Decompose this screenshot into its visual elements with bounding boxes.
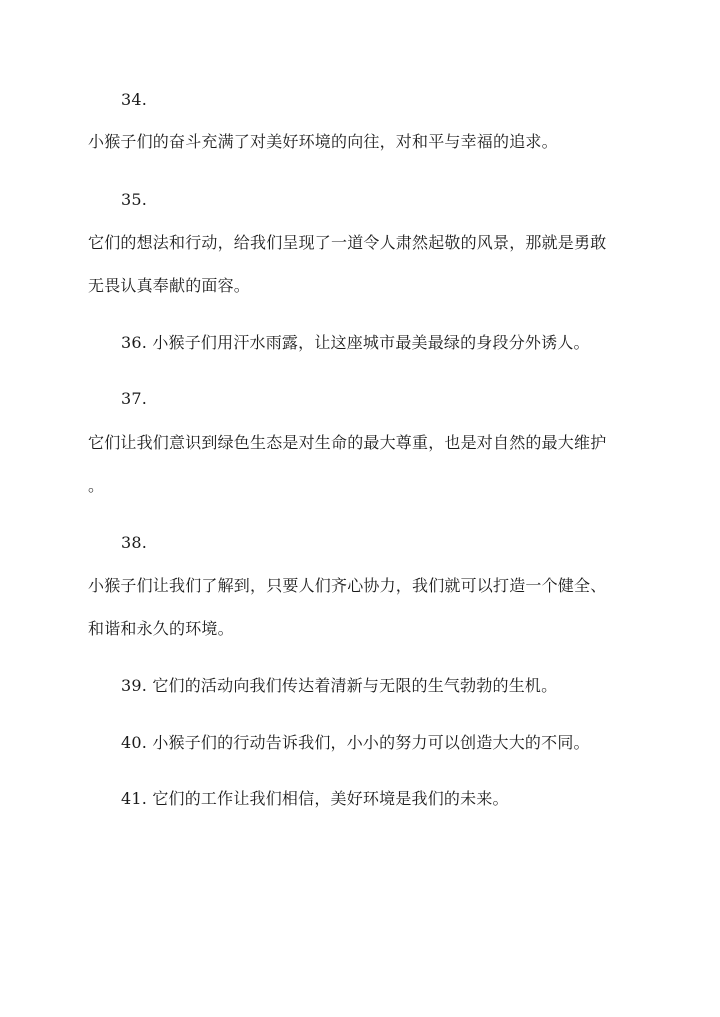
item-41: 41. 它们的工作让我们相信，美好环境是我们的未来。 [121,789,509,808]
item-number-37: 37. [121,389,148,408]
paragraph-line: 它们的想法和行动，给我们呈现了一道令人肃然起敬的风景，那就是勇敢 [88,233,607,252]
paragraph-line: 小猴子们的奋斗充满了对美好环境的向往，对和平与幸福的追求。 [88,132,558,151]
item-40: 40. 小猴子们的行动告诉我们，小小的努力可以创造大大的不同。 [121,733,590,752]
item-36: 36. 小猴子们用汗水雨露，让这座城市最美最绿的身段分外诱人。 [121,333,590,352]
paragraph-line: 和谐和永久的环境。 [88,619,234,638]
item-number-38: 38. [121,533,148,552]
paragraph-line: 无畏认真奉献的面容。 [88,276,251,295]
item-number-35: 35. [121,190,148,209]
paragraph-line: 。 [88,476,105,495]
item-number-34: 34. [121,90,148,109]
item-39: 39. 它们的活动向我们传达着清新与无限的生气勃勃的生机。 [121,676,558,695]
paragraph-line: 它们让我们意识到绿色生态是对生命的最大尊重，也是对自然的最大维护 [88,433,607,452]
paragraph-line: 小猴子们让我们了解到，只要人们齐心协力，我们就可以打造一个健全、 [88,576,607,595]
